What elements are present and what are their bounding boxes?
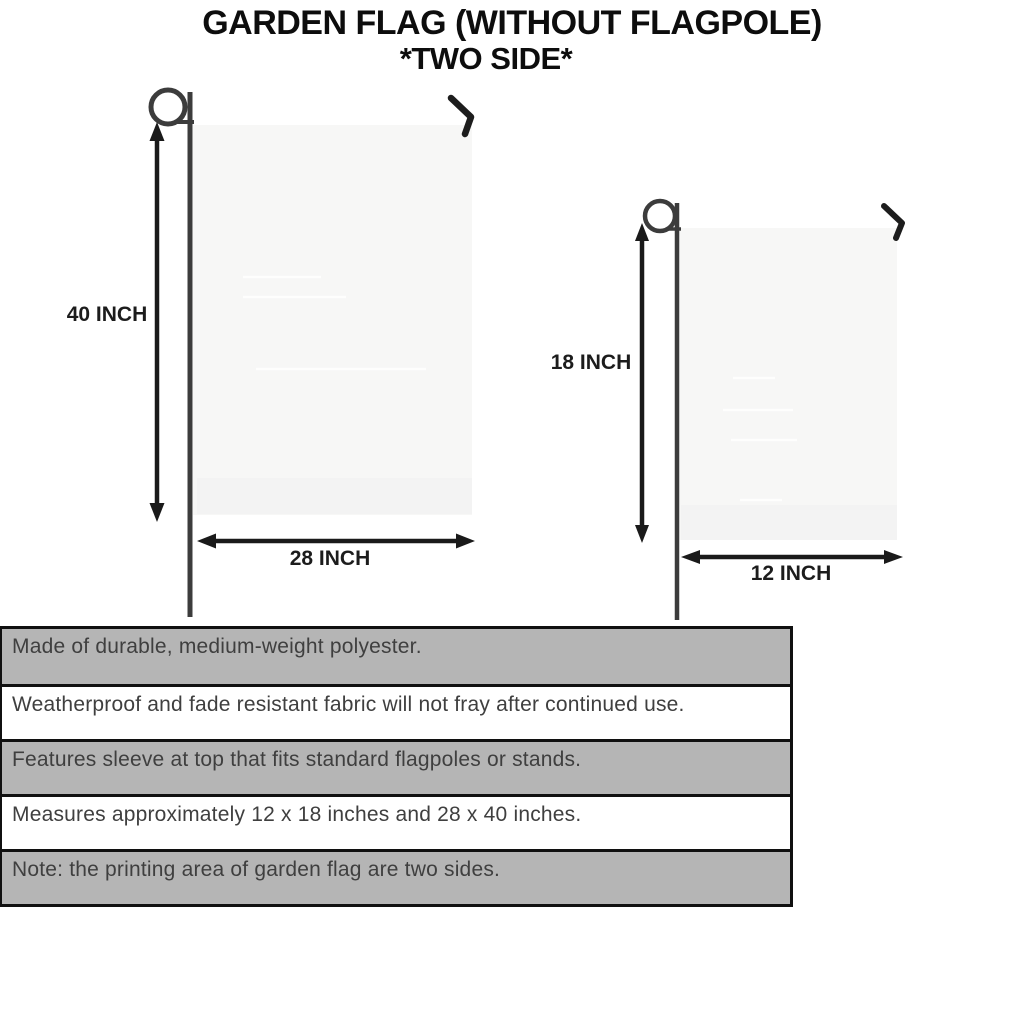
feature-text: Note: the printing area of garden flag are two sides. (12, 858, 501, 881)
large-flag-pole-loop (151, 90, 185, 124)
feature-row-measurements (2, 794, 790, 849)
feature-row-sleeve (2, 739, 790, 794)
feature-row-note (2, 849, 790, 904)
feature-text: Features sleeve at top that fits standard flagpoles or stands. (12, 748, 582, 771)
feature-row-weatherproof (2, 684, 790, 739)
feature-text: Weatherproof and fade resistant fabric will not fray after continued use. (12, 693, 685, 716)
large-flag-diagram (150, 90, 476, 617)
large-flag-fabric-bottom-shade (197, 478, 472, 514)
title-line-1: GARDEN FLAG (WITHOUT FLAGPOLE) (202, 4, 822, 42)
large-flag-fabric (193, 125, 472, 515)
large-flag-width-label: 28 INCH (289, 547, 371, 570)
feature-text: Measures approximately 12 x 18 inches and 28 x 40 inches. (12, 803, 582, 826)
small-flag-fabric-bottom-shade (681, 505, 897, 540)
large-flag-height-label: 40 INCH (66, 303, 148, 326)
small-flag-width-label: 12 INCH (750, 562, 832, 585)
feature-row-material (2, 629, 790, 684)
small-flag-pole-loop (645, 201, 675, 231)
small-flag-diagram (635, 201, 903, 620)
small-flag-height-label: 18 INCH (550, 351, 632, 374)
features-table (0, 626, 793, 907)
title-line-2: *TWO SIDE* (399, 41, 573, 76)
small-flag-fabric (678, 228, 897, 540)
feature-text: Made of durable, medium-weight polyester. (12, 635, 422, 658)
small-flag-height-arrow (635, 223, 649, 543)
